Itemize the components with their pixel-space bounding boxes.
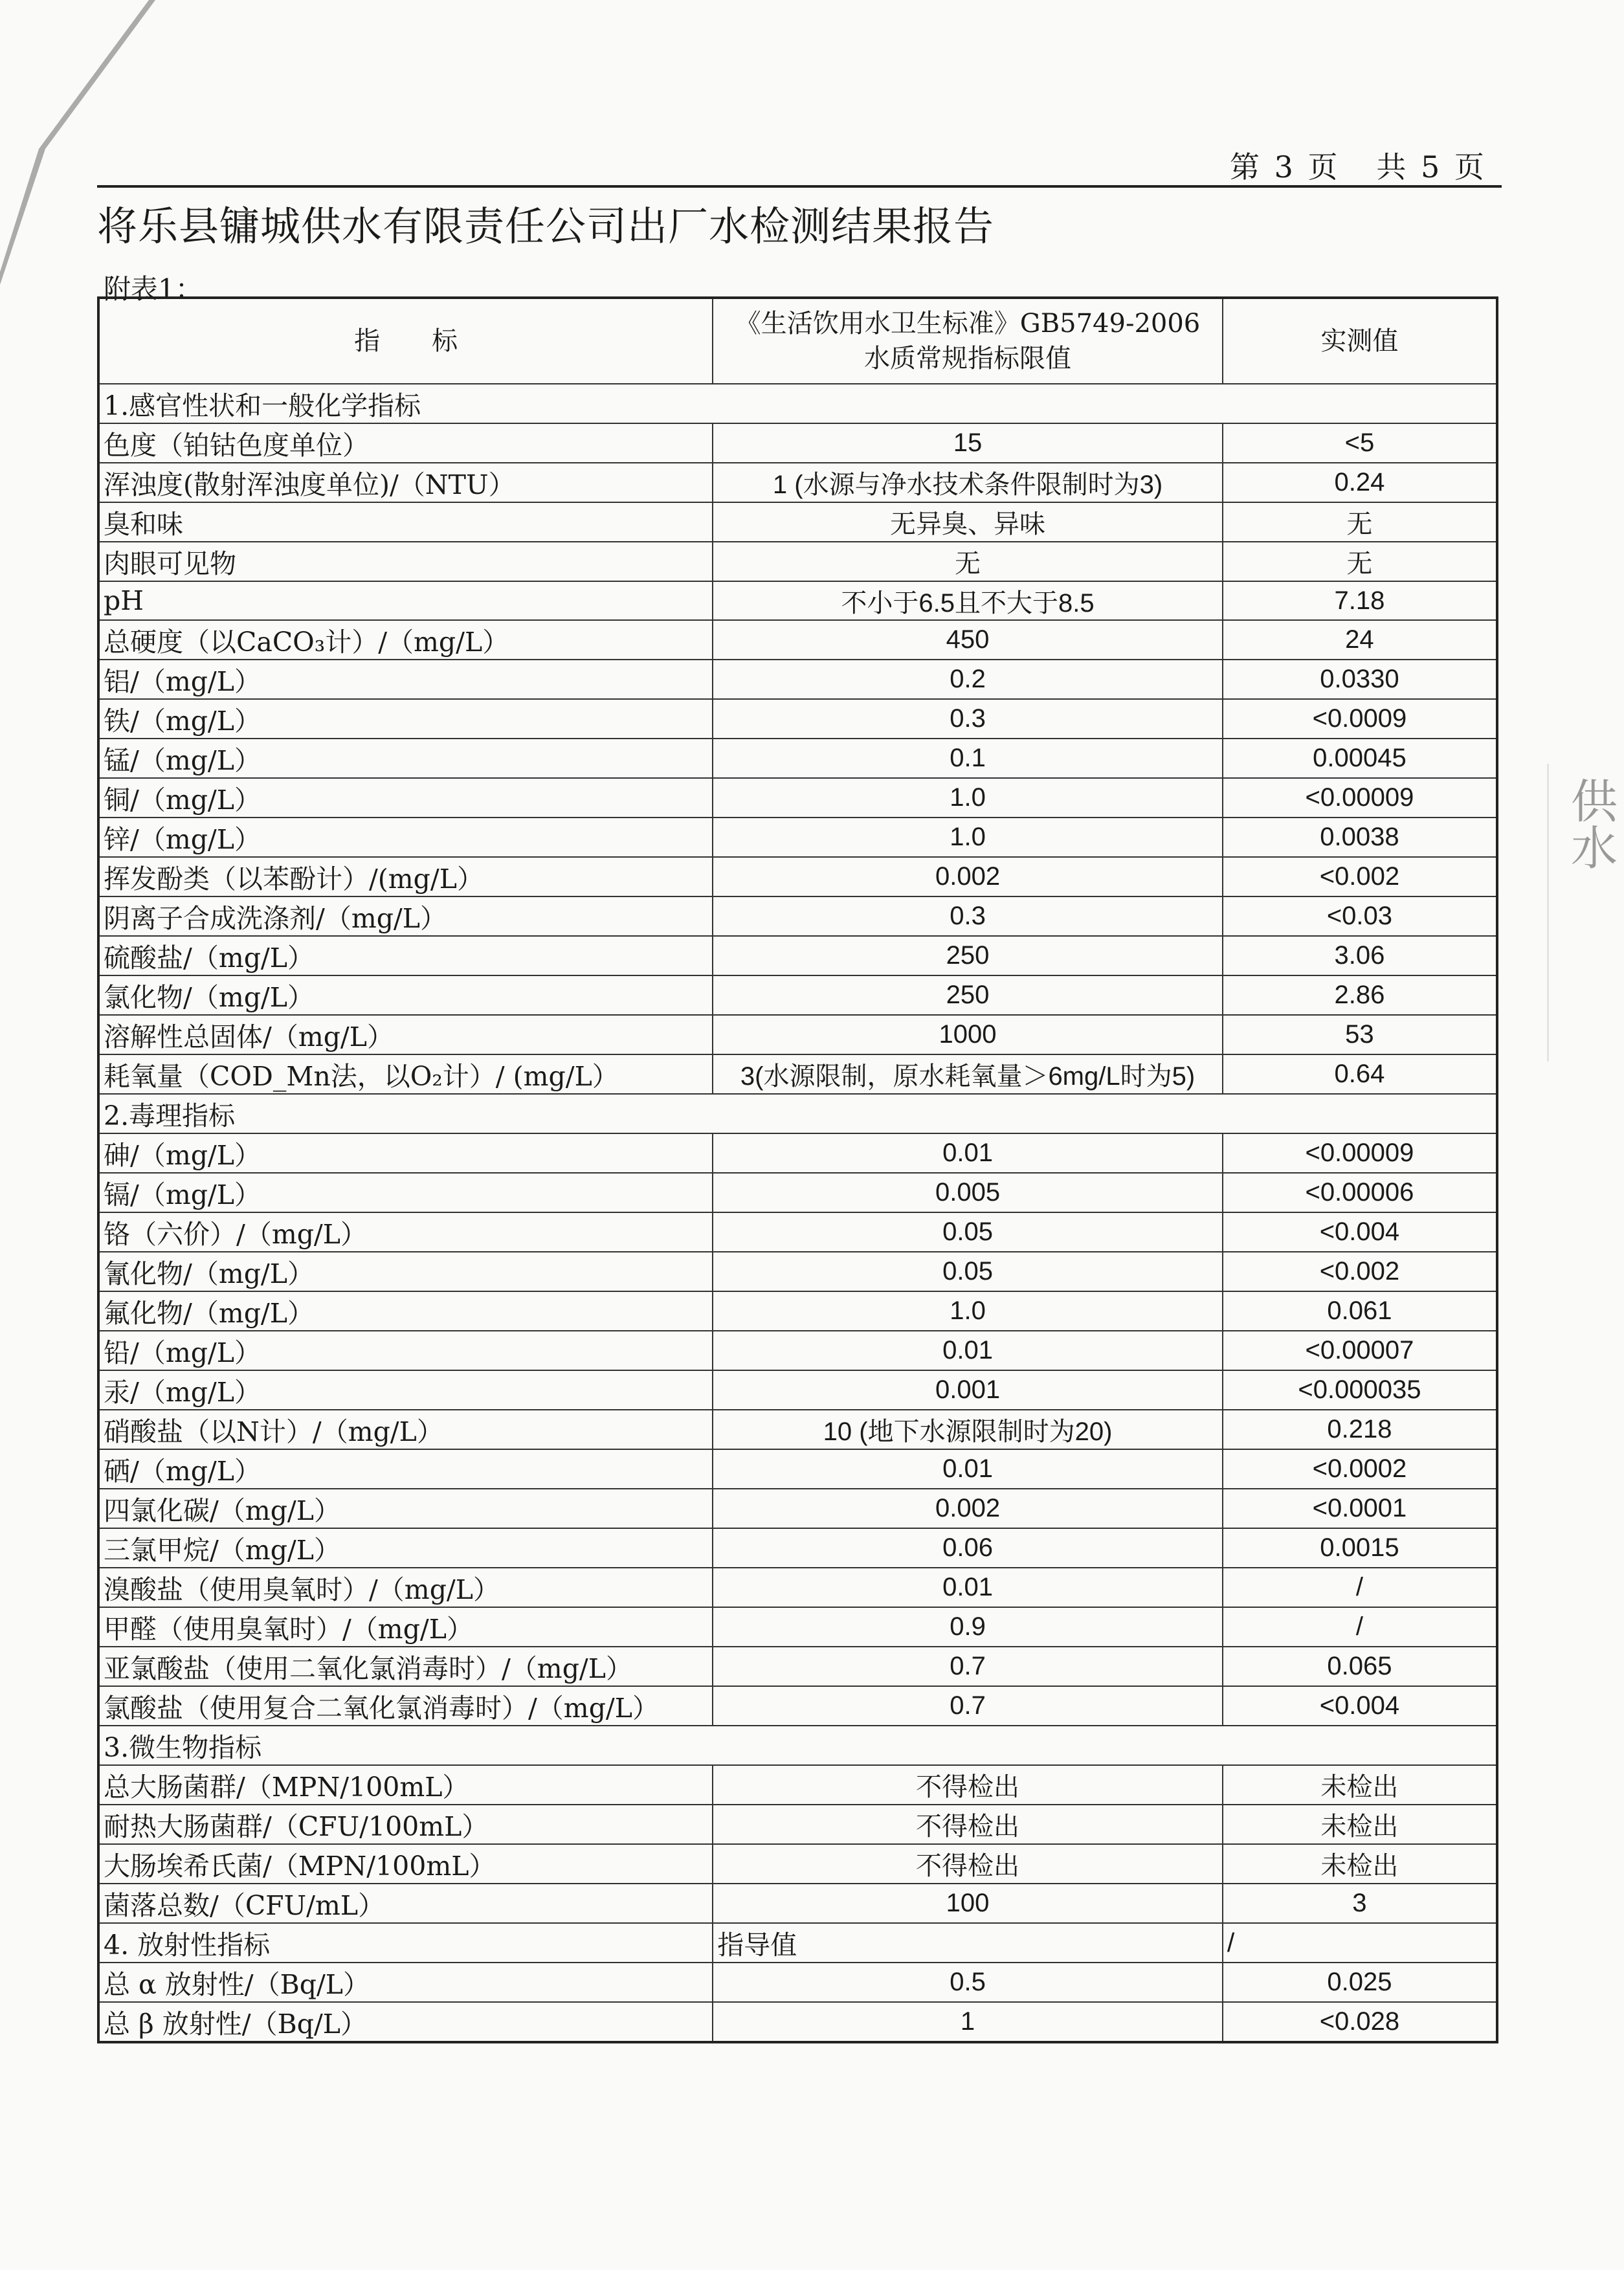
indicator-name: 甲醛（使用臭氧时）/（mg/L） bbox=[98, 1607, 713, 1647]
table-row bbox=[98, 581, 1497, 620]
indicator-name: 四氯化碳/（mg/L） bbox=[98, 1489, 713, 1528]
section-value: / bbox=[1223, 1923, 1497, 1963]
table-row bbox=[98, 975, 1497, 1015]
table-row bbox=[98, 896, 1497, 936]
indicator-name: 臭和味 bbox=[98, 502, 713, 542]
indicator-name: 总 β 放射性/（Bq/L） bbox=[98, 2002, 713, 2042]
results-table bbox=[97, 296, 1498, 2043]
section-title: 3.微生物指标 bbox=[98, 1726, 1497, 1765]
indicator-name: 挥发酚类（以苯酚计）/(mg/L） bbox=[98, 857, 713, 896]
indicator-name: 锰/（mg/L） bbox=[98, 739, 713, 778]
indicator-name: 溴酸盐（使用臭氧时）/（mg/L） bbox=[98, 1568, 713, 1607]
measured-value: 24 bbox=[1223, 620, 1497, 660]
table-row bbox=[98, 1291, 1497, 1331]
standard-limit: 0.01 bbox=[713, 1449, 1223, 1489]
standard-limit: 1.0 bbox=[713, 778, 1223, 818]
measured-value: <0.0001 bbox=[1223, 1489, 1497, 1528]
measured-value: 0.0330 bbox=[1223, 660, 1497, 699]
measured-value: <0.002 bbox=[1223, 1252, 1497, 1291]
indicator-name: 阴离子合成洗涤剂/（mg/L） bbox=[98, 896, 713, 936]
measured-value: <0.00009 bbox=[1223, 778, 1497, 818]
table-row bbox=[98, 1489, 1497, 1528]
standard-limit: 0.002 bbox=[713, 1489, 1223, 1528]
standard-limit: 0.7 bbox=[713, 1647, 1223, 1686]
measured-value: 无 bbox=[1223, 542, 1497, 581]
section-limit: 指导值 bbox=[713, 1923, 1223, 1963]
indicator-name: 锌/（mg/L） bbox=[98, 818, 713, 857]
measured-value: / bbox=[1223, 1607, 1497, 1647]
table-row bbox=[98, 1686, 1497, 1726]
attachment-label: 附表1： bbox=[104, 273, 203, 305]
stamp-text: 供水 bbox=[1563, 777, 1618, 870]
table-row bbox=[98, 857, 1497, 896]
table-row bbox=[98, 818, 1497, 857]
section-title: 4. 放射性指标 bbox=[98, 1923, 713, 1963]
indicator-name: 硒/（mg/L） bbox=[98, 1449, 713, 1489]
measured-value: 0.64 bbox=[1223, 1054, 1497, 1094]
measured-value: 7.18 bbox=[1223, 581, 1497, 620]
standard-limit: 250 bbox=[713, 936, 1223, 975]
table-row bbox=[98, 778, 1497, 818]
table-row bbox=[98, 1370, 1497, 1410]
table-row bbox=[98, 502, 1497, 542]
indicator-name: 溶解性总固体/（mg/L） bbox=[98, 1015, 713, 1054]
report-title: 将乐县镛城供水有限责任公司出厂水检测结果报告 bbox=[97, 203, 995, 250]
table-row bbox=[98, 1528, 1497, 1568]
measured-value: 3 bbox=[1223, 1884, 1497, 1923]
standard-limit: 不得检出 bbox=[713, 1805, 1223, 1844]
table-row bbox=[98, 699, 1497, 739]
table-row bbox=[98, 660, 1497, 699]
standard-limit: 1.0 bbox=[713, 1291, 1223, 1331]
header-standard-line1: 《生活饮用水卫生标准》GB5749-2006 bbox=[735, 309, 1201, 339]
measured-value: <5 bbox=[1223, 423, 1497, 463]
indicator-name: 色度（铂钴色度单位） bbox=[98, 423, 713, 463]
measured-value: 3.06 bbox=[1223, 936, 1497, 975]
measured-value: <0.0009 bbox=[1223, 699, 1497, 739]
indicator-name: 三氯甲烷/（mg/L） bbox=[98, 1528, 713, 1568]
indicator-name: 总 α 放射性/（Bq/L） bbox=[98, 1963, 713, 2002]
indicator-name: 氯化物/（mg/L） bbox=[98, 975, 713, 1015]
table-body bbox=[98, 384, 1497, 2042]
table-row bbox=[98, 1410, 1497, 1449]
table-row bbox=[98, 423, 1497, 463]
indicator-name: 总大肠菌群/（MPN/100mL） bbox=[98, 1765, 713, 1805]
indicator-name: 大肠埃希氏菌/（MPN/100mL） bbox=[98, 1844, 713, 1884]
indicator-name: 铜/（mg/L） bbox=[98, 778, 713, 818]
indicator-name: 铬（六价）/（mg/L） bbox=[98, 1212, 713, 1252]
standard-limit: 100 bbox=[713, 1884, 1223, 1923]
measured-value: <0.03 bbox=[1223, 896, 1497, 936]
standard-limit: 0.002 bbox=[713, 857, 1223, 896]
measured-value: <0.00007 bbox=[1223, 1331, 1497, 1370]
table-row bbox=[98, 1805, 1497, 1844]
page-total: 共 5 页 bbox=[1376, 150, 1487, 184]
standard-limit: 不小于6.5且不大于8.5 bbox=[713, 581, 1223, 620]
standard-limit: 1.0 bbox=[713, 818, 1223, 857]
page-number bbox=[1230, 144, 1502, 186]
table-row bbox=[98, 1212, 1497, 1252]
table-row bbox=[98, 1844, 1497, 1884]
measured-value: 53 bbox=[1223, 1015, 1497, 1054]
standard-limit: 无 bbox=[713, 542, 1223, 581]
measured-value: / bbox=[1223, 1568, 1497, 1607]
table-row bbox=[98, 1133, 1497, 1173]
measured-value: <0.000035 bbox=[1223, 1370, 1497, 1410]
measured-value: <0.028 bbox=[1223, 2002, 1497, 2042]
measured-value: 未检出 bbox=[1223, 1805, 1497, 1844]
standard-limit: 0.05 bbox=[713, 1212, 1223, 1252]
standard-limit: 1 (水源与净水技术条件限制时为3) bbox=[713, 463, 1223, 502]
measured-value: <0.0002 bbox=[1223, 1449, 1497, 1489]
standard-limit: 3(水源限制，原水耗氧量＞6mg/L时为5) bbox=[713, 1054, 1223, 1094]
standard-limit: 0.01 bbox=[713, 1568, 1223, 1607]
standard-limit: 不得检出 bbox=[713, 1844, 1223, 1884]
header-indicator: 指 标 bbox=[98, 298, 713, 384]
measured-value: <0.00009 bbox=[1223, 1133, 1497, 1173]
measured-value: 0.0015 bbox=[1223, 1528, 1497, 1568]
table-row bbox=[98, 463, 1497, 502]
indicator-name: 浑浊度(散射浑浊度单位)/（NTU） bbox=[98, 463, 713, 502]
indicator-name: 总硬度（以CaCO₃计）/（mg/L） bbox=[98, 620, 713, 660]
measured-value: 0.00045 bbox=[1223, 739, 1497, 778]
measured-value: 0.218 bbox=[1223, 1410, 1497, 1449]
table-row bbox=[98, 1173, 1497, 1212]
table-row bbox=[98, 620, 1497, 660]
indicator-name: 铅/（mg/L） bbox=[98, 1331, 713, 1370]
standard-limit: 0.005 bbox=[713, 1173, 1223, 1212]
indicator-name: 氯酸盐（使用复合二氧化氯消毒时）/（mg/L） bbox=[98, 1686, 713, 1726]
standard-limit: 不得检出 bbox=[713, 1765, 1223, 1805]
standard-limit: 0.2 bbox=[713, 660, 1223, 699]
indicator-name: 硫酸盐/（mg/L） bbox=[98, 936, 713, 975]
table-row bbox=[98, 1884, 1497, 1923]
indicator-name: 铝/（mg/L） bbox=[98, 660, 713, 699]
table-header-row bbox=[98, 298, 1497, 384]
measured-value: 0.061 bbox=[1223, 1291, 1497, 1331]
standard-limit: 1 bbox=[713, 2002, 1223, 2042]
measured-value: <0.00006 bbox=[1223, 1173, 1497, 1212]
header-standard bbox=[713, 298, 1223, 384]
measured-value: 未检出 bbox=[1223, 1765, 1497, 1805]
standard-limit: 0.06 bbox=[713, 1528, 1223, 1568]
table-row bbox=[98, 1054, 1497, 1094]
table-row bbox=[98, 1963, 1497, 2002]
section-row bbox=[98, 1923, 1497, 1963]
indicator-name: 耗氧量（COD_Mn法，以O₂计）/ (mg/L） bbox=[98, 1054, 713, 1094]
table-row bbox=[98, 1331, 1497, 1370]
measured-value: 0.065 bbox=[1223, 1647, 1497, 1686]
standard-limit: 0.1 bbox=[713, 739, 1223, 778]
standard-limit: 0.01 bbox=[713, 1331, 1223, 1370]
indicator-name: 镉/（mg/L） bbox=[98, 1173, 713, 1212]
indicator-name: 砷/（mg/L） bbox=[98, 1133, 713, 1173]
table-row bbox=[98, 1607, 1497, 1647]
standard-limit: 250 bbox=[713, 975, 1223, 1015]
standard-limit: 10 (地下水源限制时为20) bbox=[713, 1410, 1223, 1449]
page-current: 第 3 页 bbox=[1230, 150, 1340, 184]
table-row bbox=[98, 936, 1497, 975]
standard-limit: 15 bbox=[713, 423, 1223, 463]
standard-limit: 0.5 bbox=[713, 1963, 1223, 2002]
table-row bbox=[98, 542, 1497, 581]
measured-value: <0.004 bbox=[1223, 1212, 1497, 1252]
standard-limit: 0.3 bbox=[713, 896, 1223, 936]
section-title: 1.感官性状和一般化学指标 bbox=[98, 384, 1497, 423]
standard-limit: 无异臭、异味 bbox=[713, 502, 1223, 542]
indicator-name: 肉眼可见物 bbox=[98, 542, 713, 581]
indicator-name: 硝酸盐（以N计）/（mg/L） bbox=[98, 1410, 713, 1449]
indicator-name: pH bbox=[98, 581, 713, 620]
indicator-name: 氰化物/（mg/L） bbox=[98, 1252, 713, 1291]
section-row bbox=[98, 1726, 1497, 1765]
standard-limit: 0.9 bbox=[713, 1607, 1223, 1647]
header-standard-line2: 水质常规指标限值 bbox=[864, 344, 1072, 373]
measured-value: 0.24 bbox=[1223, 463, 1497, 502]
standard-limit: 0.001 bbox=[713, 1370, 1223, 1410]
standard-limit: 0.05 bbox=[713, 1252, 1223, 1291]
table-row bbox=[98, 1765, 1497, 1805]
standard-limit: 0.7 bbox=[713, 1686, 1223, 1726]
standard-limit: 0.3 bbox=[713, 699, 1223, 739]
table-row bbox=[98, 1449, 1497, 1489]
table-row bbox=[98, 2002, 1497, 2042]
header-rule bbox=[97, 185, 1502, 188]
table-row bbox=[98, 739, 1497, 778]
standard-limit: 0.01 bbox=[713, 1133, 1223, 1173]
indicator-name: 铁/（mg/L） bbox=[98, 699, 713, 739]
measured-value: <0.004 bbox=[1223, 1686, 1497, 1726]
standard-limit: 1000 bbox=[713, 1015, 1223, 1054]
indicator-name: 汞/（mg/L） bbox=[98, 1370, 713, 1410]
table-row bbox=[98, 1647, 1497, 1686]
measured-value: 未检出 bbox=[1223, 1844, 1497, 1884]
header-measured: 实测值 bbox=[1223, 298, 1497, 384]
section-row bbox=[98, 384, 1497, 423]
measured-value: 无 bbox=[1223, 502, 1497, 542]
section-row bbox=[98, 1094, 1497, 1133]
table-row bbox=[98, 1252, 1497, 1291]
measured-value: 2.86 bbox=[1223, 975, 1497, 1015]
table-row bbox=[98, 1015, 1497, 1054]
measured-value: 0.025 bbox=[1223, 1963, 1497, 2002]
section-title: 2.毒理指标 bbox=[98, 1094, 1497, 1133]
measured-value: <0.002 bbox=[1223, 857, 1497, 896]
measured-value: 0.0038 bbox=[1223, 818, 1497, 857]
indicator-name: 耐热大肠菌群/（CFU/100mL） bbox=[98, 1805, 713, 1844]
standard-limit: 450 bbox=[713, 620, 1223, 660]
table-row bbox=[98, 1568, 1497, 1607]
indicator-name: 氟化物/（mg/L） bbox=[98, 1291, 713, 1331]
indicator-name: 菌落总数/（CFU/mL） bbox=[98, 1884, 713, 1923]
indicator-name: 亚氯酸盐（使用二氧化氯消毒时）/（mg/L） bbox=[98, 1647, 713, 1686]
